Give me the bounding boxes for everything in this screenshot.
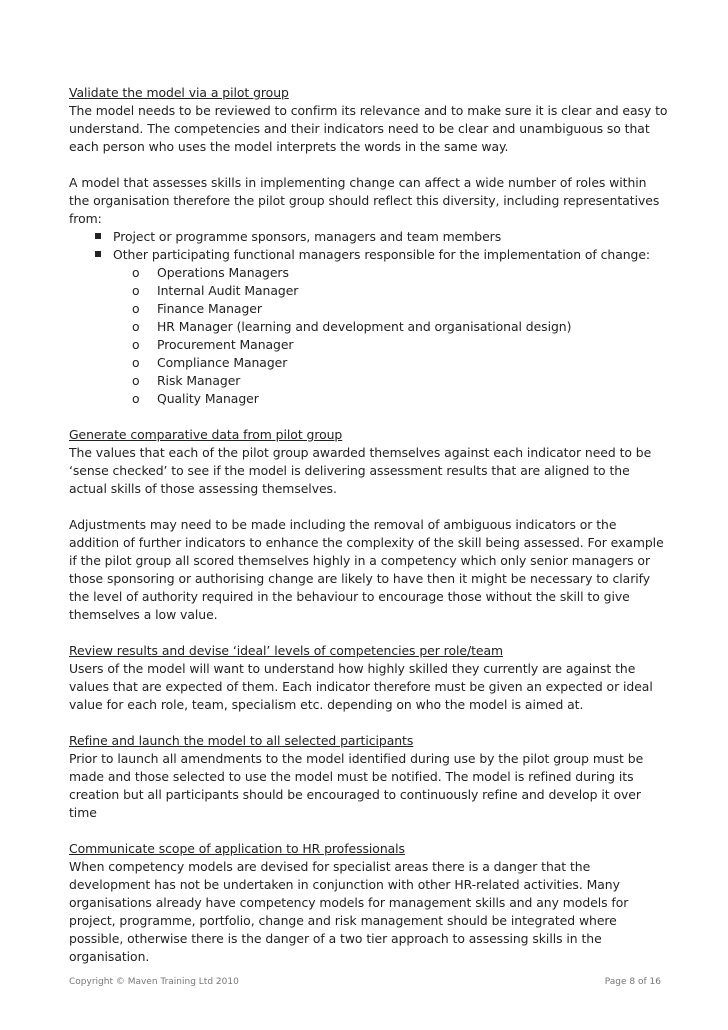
list-item-text: Other participating functional managers responsible for the implementation of change: <box>113 247 651 262</box>
circle-bullet-icon: o <box>132 319 140 334</box>
square-bullet-icon <box>95 233 101 239</box>
list-item-text: Internal Audit Manager <box>157 283 299 298</box>
circle-bullet-icon: o <box>132 265 140 280</box>
section-heading-refine: Refine and launch the model to all selected participants <box>69 733 414 748</box>
list-item-text: Finance Manager <box>157 301 262 316</box>
page-number: Page 8 of 16 <box>604 977 661 987</box>
circle-bullet-icon: o <box>132 355 140 370</box>
list-item <box>69 336 669 354</box>
section-heading-review: Review results and devise ‘ideal’ levels of competencies per role/team <box>69 643 504 658</box>
section-heading-generate: Generate comparative data from pilot group <box>69 427 343 442</box>
circle-bullet-icon: o <box>132 373 140 388</box>
functional-managers-list <box>69 264 669 408</box>
paragraph: The model needs to be reviewed to confirm its relevance and to make sure it is clear and easy to understand. The competencies and their indicators need to be clear and unambiguous so that each person who uses the model interprets the words in the same way. <box>69 103 668 154</box>
circle-bullet-icon: o <box>132 337 140 352</box>
list-item <box>69 372 669 390</box>
list-item-text: Procurement Manager <box>157 337 294 352</box>
list-item <box>69 228 669 246</box>
page-content <box>69 84 669 966</box>
section-heading-communicate: Communicate scope of application to HR professionals <box>69 841 405 856</box>
list-item-text: Project or programme sponsors, managers and team members <box>113 229 502 244</box>
square-bullet-icon <box>95 251 101 257</box>
list-item <box>69 354 669 372</box>
list-item <box>69 246 669 264</box>
circle-bullet-icon: o <box>132 283 140 298</box>
list-item <box>69 390 669 408</box>
list-item-text: Operations Managers <box>157 265 289 280</box>
paragraph: Adjustments may need to be made including the removal of ambiguous indicators or the addition of further indicators to enhance the complexity of the skill being assessed. For example if the pilot group all scored themselves highly in a competency which only senior managers or those sponsoring or authorising change are likely to have then it might be necessary to clarify the level of authority required in the behaviour to encourage those without the skill to give themselves a low value. <box>69 517 664 622</box>
list-item-text: HR Manager (learning and development and organisational design) <box>157 319 572 334</box>
list-item-text: Quality Manager <box>157 391 259 406</box>
section-heading-validate: Validate the model via a pilot group <box>69 85 289 100</box>
circle-bullet-icon: o <box>132 301 140 316</box>
paragraph: A model that assesses skills in implementing change can affect a wide number of roles within the organisation therefore the pilot group should reflect this diversity, including representatives from: <box>69 175 660 226</box>
circle-bullet-icon: o <box>132 391 140 406</box>
copyright-notice: Copyright © Maven Training Ltd 2010 <box>69 977 239 987</box>
list-item <box>69 318 669 336</box>
paragraph: When competency models are devised for specialist areas there is a danger that the development has not be undertaken in conjunction with other HR-related activities. Many organisations already have competency models for management skills and any models for project, programme, portfolio, change and risk management should be integrated where possible, otherwise there is the danger of a two tier approach to assessing skills in the organisation. <box>69 859 629 964</box>
representatives-list <box>69 228 669 264</box>
list-item <box>69 300 669 318</box>
paragraph: Prior to launch all amendments to the model identified during use by the pilot group must be made and those selected to use the model must be notified. The model is refined during its creation but all participants should be encouraged to continuously refine and develop it over time <box>69 751 644 820</box>
list-item <box>69 264 669 282</box>
list-item-text: Risk Manager <box>157 373 241 388</box>
list-item <box>69 282 669 300</box>
paragraph: Users of the model will want to understand how highly skilled they currently are against the values that are expected of them. Each indicator therefore must be given an expected or ideal value for each role, team, specialism etc. depending on who the model is aimed at. <box>69 661 653 712</box>
paragraph: The values that each of the pilot group awarded themselves against each indicator need to be ‘sense checked’ to see if the model is delivering assessment results that are aligned to the actual skills of those assessing themselves. <box>69 445 652 496</box>
list-item-text: Compliance Manager <box>157 355 288 370</box>
